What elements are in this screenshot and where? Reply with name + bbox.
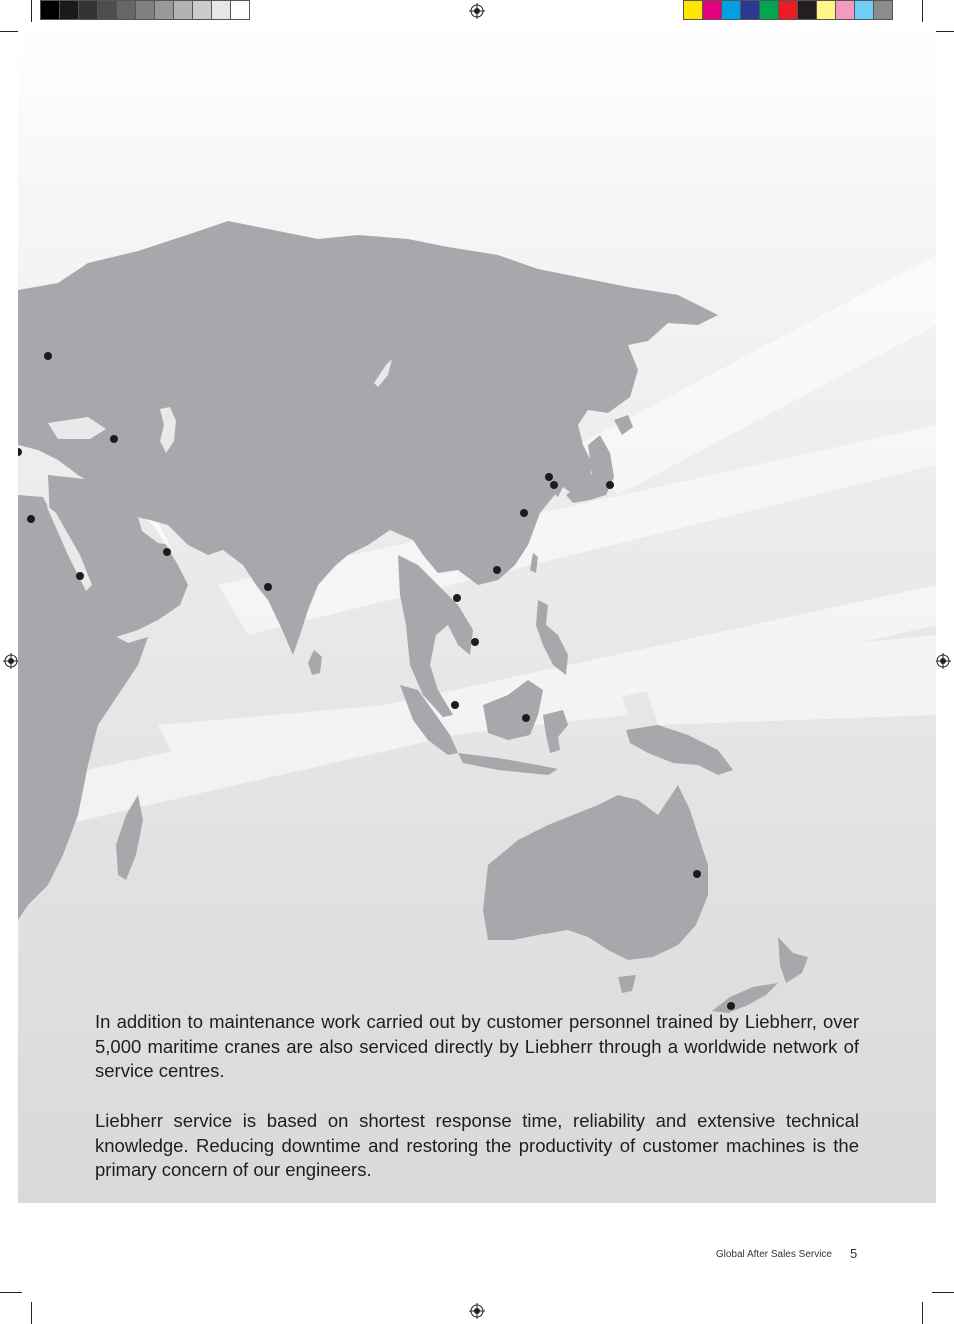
color-swatch (135, 0, 155, 20)
footer-section-title: Global After Sales Service (715, 1249, 832, 1260)
color-swatch (59, 0, 79, 20)
color-swatch (740, 0, 760, 20)
crop-mark (922, 1302, 923, 1324)
color-swatch (211, 0, 231, 20)
crop-mark (31, 1302, 32, 1324)
registration-mark-icon (469, 1303, 485, 1319)
crop-mark (31, 0, 32, 22)
service-centre-marker (727, 1002, 735, 1010)
color-swatch (230, 0, 250, 20)
landmass-new-zealand-north (778, 937, 808, 983)
service-centre-marker (163, 548, 171, 556)
registration-mark-icon (469, 3, 485, 19)
color-swatch (816, 0, 836, 20)
color-swatch (702, 0, 722, 20)
landmass-sulawesi (543, 710, 568, 753)
service-centre-marker (606, 481, 614, 489)
service-centre-marker (471, 638, 479, 646)
color-swatch (835, 0, 855, 20)
service-centre-marker (493, 566, 501, 574)
grayscale-color-bar (41, 0, 250, 21)
page-number: 5 (850, 1246, 858, 1261)
service-centre-marker (44, 352, 52, 360)
service-centre-marker (76, 572, 84, 580)
color-swatch (40, 0, 60, 20)
landmass-philippines (536, 600, 568, 675)
color-swatch (154, 0, 174, 20)
color-swatch (778, 0, 798, 20)
color-swatch (683, 0, 703, 20)
color-swatch (173, 0, 193, 20)
service-centre-marker (451, 701, 459, 709)
color-swatch (854, 0, 874, 20)
crop-mark (932, 1292, 954, 1293)
color-swatch (192, 0, 212, 20)
service-centre-marker (693, 870, 701, 878)
service-centre-marker (264, 583, 272, 591)
service-centre-marker (545, 473, 553, 481)
color-swatch (78, 0, 98, 20)
service-centre-marker (522, 714, 530, 722)
service-centre-marker (110, 435, 118, 443)
service-centre-marker (520, 509, 528, 517)
landmass-tasmania (618, 975, 636, 993)
color-swatch (721, 0, 741, 20)
process-color-bar (684, 0, 893, 21)
landmass-group (18, 221, 808, 1013)
color-swatch (759, 0, 779, 20)
crop-mark (0, 1292, 22, 1293)
landmass-new-guinea (626, 725, 733, 775)
intro-paragraph: In addition to maintenance work carried out by customer personnel trained by Liebherr, over 5,000 maritime cranes are also serviced directly by Liebherr through a worldwide network of service centres. (95, 1011, 859, 1082)
service-centre-marker (18, 448, 22, 456)
service-centre-marker (453, 594, 461, 602)
color-swatch (97, 0, 117, 20)
color-swatch (797, 0, 817, 20)
landmass-java (458, 753, 558, 775)
landmass-australia (483, 785, 708, 960)
registration-mark-icon (935, 653, 951, 669)
landmass-new-zealand-south (712, 983, 778, 1013)
service-centre-marker (27, 515, 35, 523)
color-swatch (116, 0, 136, 20)
crop-mark (922, 0, 923, 22)
landmass-sri-lanka (308, 650, 322, 675)
registration-mark-icon (3, 653, 19, 669)
service-centre-marker (550, 481, 558, 489)
color-swatch (873, 0, 893, 20)
service-paragraph: Liebherr service is based on shortest response time, reliability and extensive technical knowledge. Reducing downtime and restoring the productivity of customer machines is the primary concern of our engineers. (95, 1110, 859, 1181)
